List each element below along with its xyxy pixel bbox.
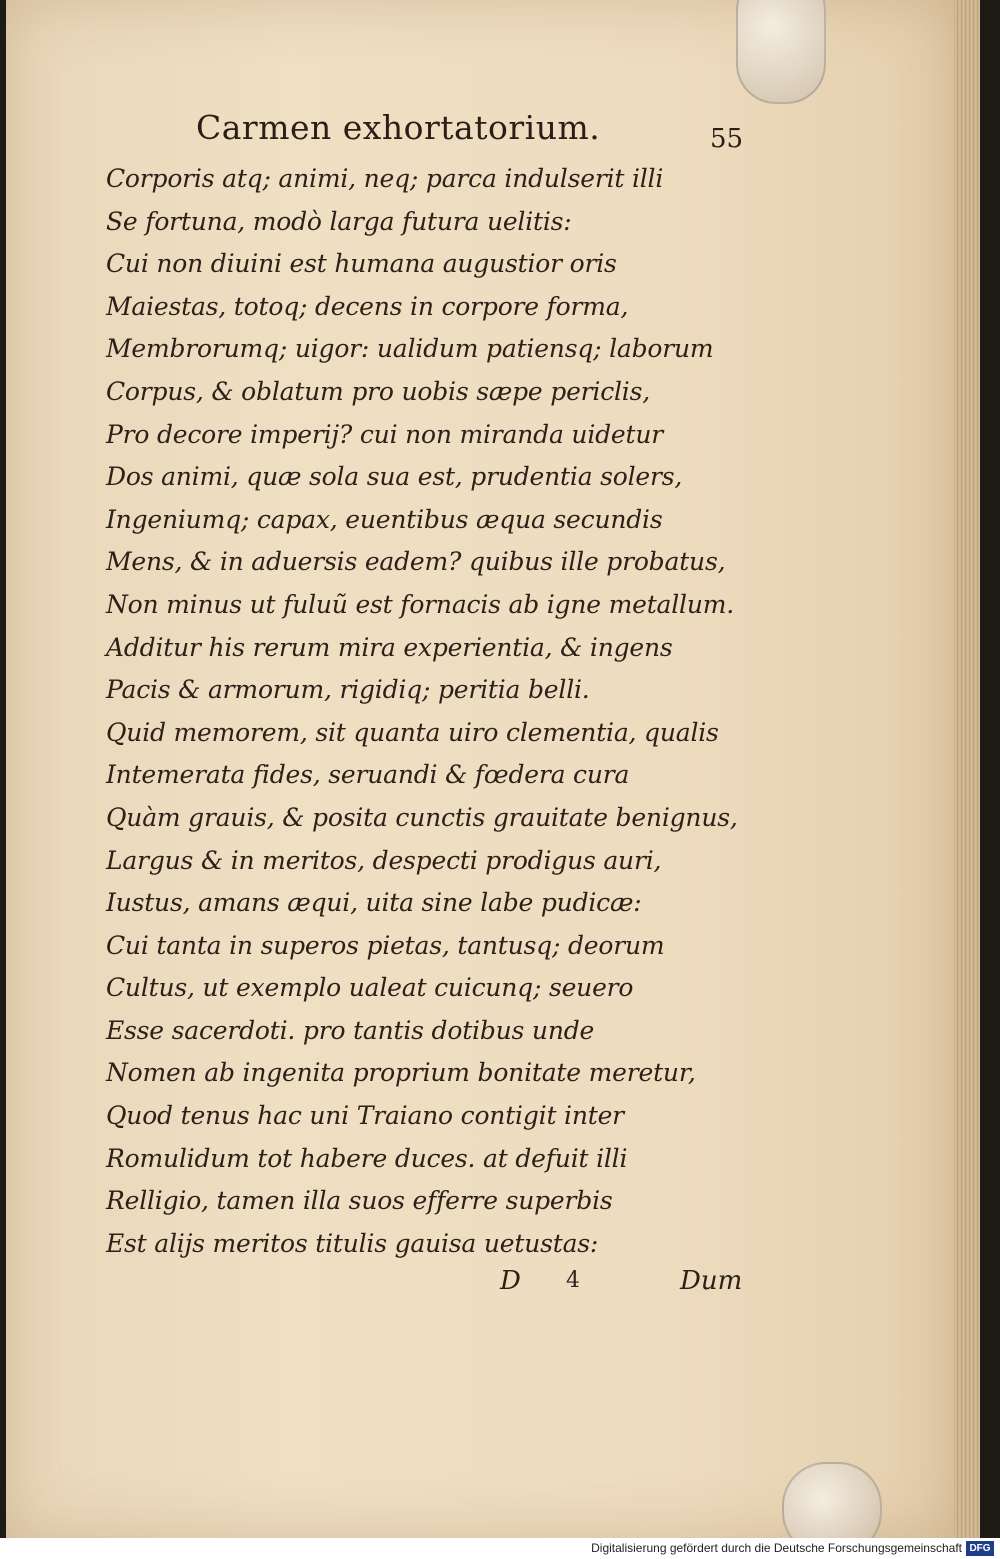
dfg-logo: DFG bbox=[966, 1541, 994, 1556]
verse-line: Intemerata fides, seruandi & fœdera cura bbox=[106, 760, 630, 790]
verse-line: Romulidum tot habere duces. at defuit illi bbox=[106, 1143, 628, 1173]
verse-line: Largus & in meritos, despecti prodigus auri, bbox=[106, 845, 662, 875]
page-clip-top bbox=[736, 0, 826, 104]
verse-line: Dos animi, quæ sola sua est, prudentia solers, bbox=[106, 462, 683, 492]
page-edge bbox=[954, 0, 980, 1538]
verse-line: Cui tanta in superos pietas, tantusq; deorum bbox=[106, 930, 665, 960]
verse-line: Iustus, amans æqui, uita sine labe pudicæ: bbox=[106, 888, 642, 918]
verse-line: Additur his rerum mira experientia, & ingens bbox=[106, 632, 673, 662]
verse-line: Pacis & armorum, rigidiq; peritia belli. bbox=[106, 675, 590, 705]
verse-line: Esse sacerdoti. pro tantis dotibus unde bbox=[106, 1015, 595, 1045]
verse-line: Nomen ab ingenita proprium bonitate meretur, bbox=[106, 1058, 696, 1088]
verse-block bbox=[106, 158, 766, 1265]
page-number: 55 bbox=[710, 124, 744, 154]
signature-number: 4 bbox=[566, 1268, 580, 1293]
verse-line: Cultus, ut exemplo ualeat cuicunq; seuero bbox=[106, 973, 634, 1003]
catchword: Dum bbox=[680, 1266, 743, 1296]
verse-line: Corporis atq; animi, neq; parca indulserit illi bbox=[106, 164, 664, 193]
verse-line: Corpus, & oblatum pro uobis sæpe periclis, bbox=[106, 376, 650, 406]
verse-line: Cui non diuini est humana augustior oris bbox=[106, 249, 617, 279]
verse-line: Est alijs meritos titulis gauisa uetustas: bbox=[106, 1228, 599, 1258]
verse-line: Quid memorem, sit quanta uiro clementia, qualis bbox=[106, 717, 719, 747]
verse-line: Quàm grauis, & posita cunctis grauitate benignus, bbox=[106, 802, 738, 832]
verse-line: Relligio, tamen illa suos efferre superbis bbox=[106, 1186, 613, 1216]
verse-line: Membrorumq; uigor: ualidum patiensq; laborum bbox=[106, 334, 714, 364]
verse-line: Ingeniumq; capax, euentibus æqua secundis bbox=[106, 504, 663, 534]
verse-line: Se fortuna, modò larga futura uelitis: bbox=[106, 206, 572, 236]
verse-line: Quod tenus hac uni Traiano contigit inter bbox=[106, 1101, 624, 1131]
verse-line: Mens, & in aduersis eadem? quibus ille probatus, bbox=[106, 547, 726, 577]
page-header: Carmen exhortatorium. bbox=[196, 108, 601, 147]
verse-line: Pro decore imperij? cui non miranda uidetur bbox=[106, 419, 664, 449]
verse-line: Non minus ut fuluũ est fornacis ab igne metallum. bbox=[106, 589, 734, 619]
digitization-credit: Digitalisierung gefördert durch die Deutsche Forschungsgemeinschaft bbox=[591, 1541, 962, 1555]
verse-line: Maiestas, totoq; decens in corpore forma, bbox=[106, 291, 629, 321]
signature-mark: D bbox=[500, 1266, 521, 1296]
